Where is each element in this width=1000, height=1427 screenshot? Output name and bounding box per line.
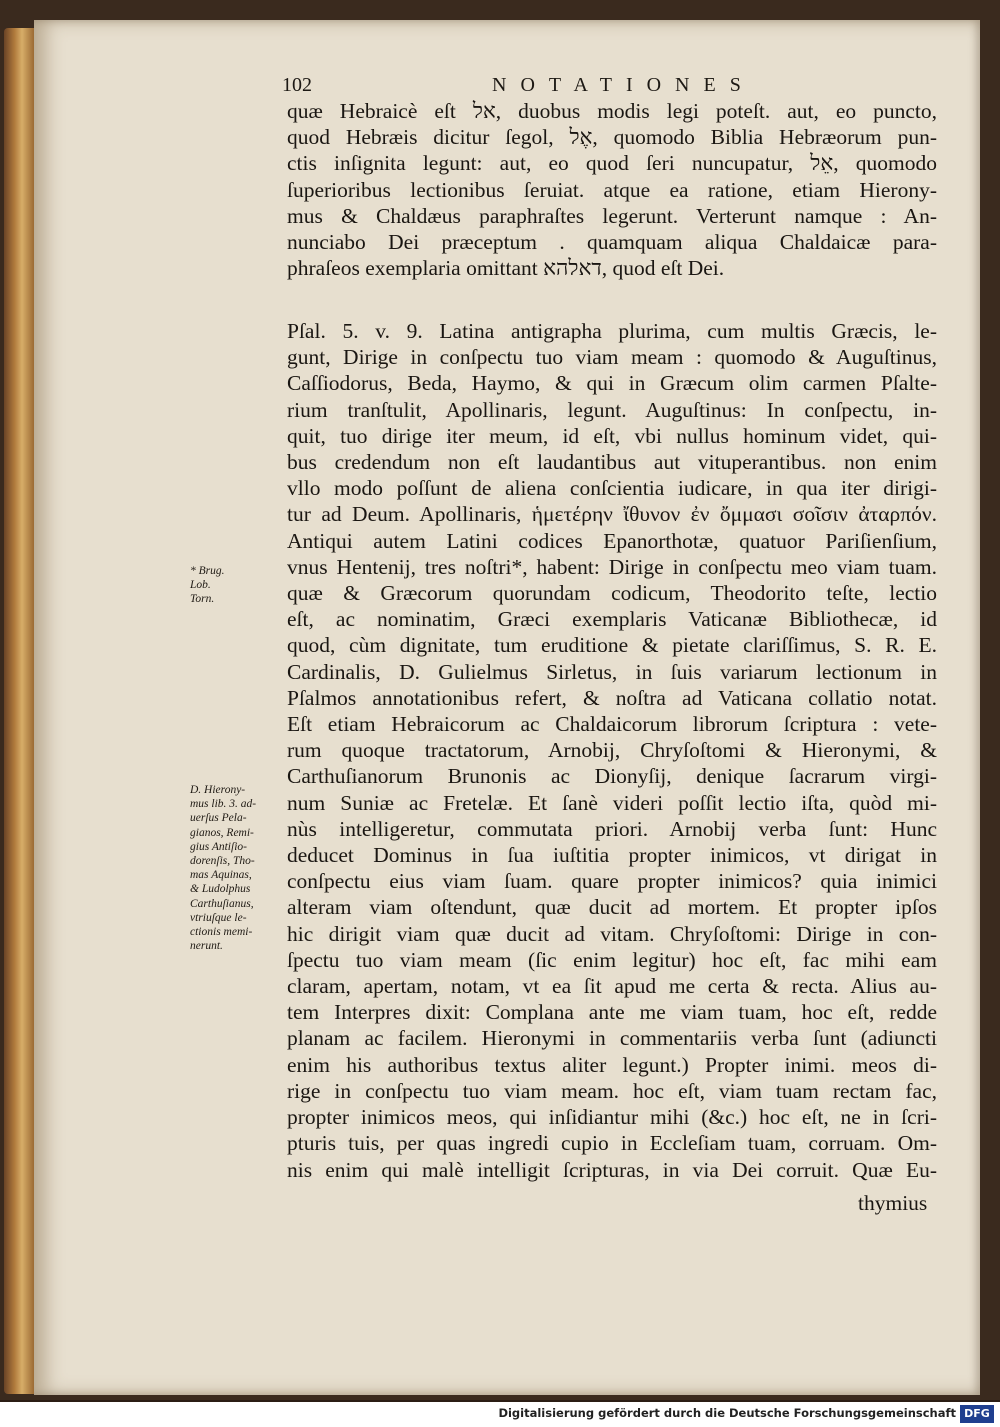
text-line: Antiqui autem Latini codices Epanorthotæ, quatuor Pariſienſium,	[287, 528, 937, 553]
footer-bar	[0, 1402, 1000, 1427]
text-line: gunt, Dirige in conſpectu tuo viam meam : quomodo & Auguſtinus,	[287, 345, 937, 370]
margin-note-line: ctionis memi-	[190, 926, 253, 939]
funding-credit: Digitalisierung gefördert durch die Deutsche Forschungsgemeinschaft	[498, 1406, 956, 1420]
text-line: Carthuſianorum Brunonis ac Dionyſij, denique ſacrarum virgi-	[287, 764, 937, 789]
margin-note-line: Lob.	[190, 579, 211, 592]
text-line: vllo modo poſſunt de aliena conſcientia iudicare, in qua iter dirigi-	[287, 476, 937, 501]
text-line: bus credendum non eſt laudantibus aut vituperantibus. non enim	[287, 450, 937, 475]
page-number: 102	[282, 74, 312, 96]
margin-note-line: mus lib. 3. ad-	[190, 798, 257, 811]
margin-note-line: mas Aquinas,	[190, 869, 252, 882]
text-line: propter inimicos meos, qui inſidiantur mihi (&c.) hoc eſt, ne in ſcri-	[287, 1105, 937, 1130]
text-line: planam ac facilem. Hieronymi in commentariis verba ſunt (adiuncti	[287, 1026, 937, 1051]
text-line: quit, tuo dirige iter meum, id eſt, vbi nullus hominum videt, qui-	[287, 423, 937, 448]
text-line: quæ Hebraicè eſt אל, duobus modis legi poteſt. aut, eo puncto,	[287, 99, 937, 123]
margin-note-line: uerſus Pela-	[190, 812, 247, 825]
text-line: quod Hebræis dicitur ſegol, אֶל, quomodo Biblia Hebræorum pun-	[287, 125, 937, 150]
dfg-logo: DFG	[960, 1405, 994, 1423]
text-line: nis enim qui malè intelligit ſcripturas, in via Dei corruit. Quæ Eu-	[287, 1157, 937, 1182]
text-line: tur ad Deum. Apollinaris, ἡμετέρην ἴθυνον ἐν ὄμμασι σοῖσιν ἀταρπόν.	[287, 502, 937, 527]
margin-note-line: dorenſis, Tho-	[190, 855, 255, 868]
text-line: alteram viam oſtendunt, quæ ducit ad mortem. Et propter ipſos	[287, 895, 937, 920]
text-line: eſt, ac nominatim, Græci exemplaris Vaticanæ Bibliothecæ, id	[287, 607, 937, 632]
text-line: rige in conſpectu tuo viam meam. hoc eſt, viam tuam rectam fac,	[287, 1078, 937, 1103]
margin-note-line: vtriuſque le-	[190, 911, 247, 924]
text-line: ctis inſignita legunt: aut, eo quod ſeri nuncupatur, אֵל, quomodo	[287, 151, 937, 176]
text-line: Caſſiodorus, Beda, Haymo, & qui in Græcum olim carmen Pſalte-	[287, 371, 937, 396]
text-line: Pſalmos annotationibus refert, & noſtra ad Vaticana collatio notat.	[287, 685, 937, 710]
text-line: phraſeos exemplaria omittant דאלהא, quod eſt Dei.	[287, 256, 725, 281]
text-line: nunciabo Dei præceptum . quamquam aliqua Chaldaicæ para-	[287, 230, 937, 255]
text-line: rum quoque tractatorum, Arnobij, Chryſoſtomi & Hieronymi, &	[287, 738, 937, 763]
text-line: conſpectu eius viam ſuam. quare propter inimicos? quia inimici	[287, 869, 937, 894]
book-edge	[4, 28, 34, 1394]
text-line: Eſt etiam Hebraicorum ac Chaldaicorum librorum ſcriptura : vete-	[287, 712, 937, 737]
text-line: Cardinalis, D. Gulielmus Sirletus, in ſuis variarum lectionum in	[287, 659, 937, 684]
paragraph-1	[287, 98, 937, 281]
text-line: enim his authoribus textus aliter legunt.) Propter inimi. meos di-	[287, 1052, 937, 1077]
text-line: rium tranſtulit, Apollinaris, legunt. Auguſtinus: In conſpectu, in-	[287, 397, 937, 422]
text-line: quod, cùm dignitate, tum eruditione & pietate clariſſimus, S. R. E.	[287, 633, 937, 658]
catchword: thymius	[858, 1191, 928, 1215]
margin-note-line: gianos, Remi-	[190, 826, 254, 839]
running-head: NOTATIONES	[492, 74, 755, 96]
margin-note-line: D. Hierony-	[190, 784, 246, 796]
margin-note-line: Carthuſianus,	[190, 897, 254, 910]
text-line: pturis tuis, per quas ingredi cupio in Eccleſiam tuam, corruam. Om-	[287, 1131, 937, 1156]
margin-note-line: & Ludolphus	[190, 883, 251, 896]
text-line: deducet Dominus in ſua iuſtitia propter inimicos, vt dirigat in	[287, 843, 937, 868]
margin-note-line: Torn.	[190, 593, 215, 606]
text-line: claram, apertam, notam, vt ea ſit apud me certa & recta. Alius au-	[287, 974, 937, 999]
text-line: mus & Chaldæus paraphraſtes legerunt. Verterunt namque : An-	[287, 203, 937, 228]
text-line: tem Interpres dixit: Complana ante me viam tuam, hoc eſt, redde	[287, 1000, 937, 1025]
text-line: ſuperioribus lectionibus ſeruiat. atque ea ratione, etiam Hierony-	[287, 177, 937, 202]
text-line: ſpectu tuo viam meam (ſic enim legitur) hoc eſt, fac mihi eam	[287, 947, 937, 972]
margin-note-line: nerunt.	[190, 940, 223, 953]
margin-note-authorities	[190, 783, 290, 953]
text-line: quæ & Græcorum quorundam codicum, Theodorito teſte, lectio	[287, 581, 937, 606]
margin-note-line: * Brug.	[190, 565, 225, 577]
text-line: hic dirigit viam quæ ducit ad vitam. Chryſoſtomi: Dirige in con-	[287, 921, 937, 946]
text-line: nùs intelligeretur, commutata priori. Arnobij verba ſunt: Hunc	[287, 816, 937, 841]
text-line: vnus Hentenij, tres noſtri*, habent: Dirige in conſpectu meo viam tuam.	[287, 554, 937, 579]
margin-note-sources	[190, 564, 290, 607]
text-line: Pſal. 5. v. 9. Latina antigrapha plurima, cum multis Græcis, le-	[287, 319, 937, 343]
margin-note-line: gius Antiſio-	[190, 840, 247, 853]
text-line: num Suniæ ac Fretelæ. Et ſanè videri poſſit lectio iſta, quòd mi-	[287, 790, 937, 815]
paragraph-2	[287, 318, 937, 1183]
